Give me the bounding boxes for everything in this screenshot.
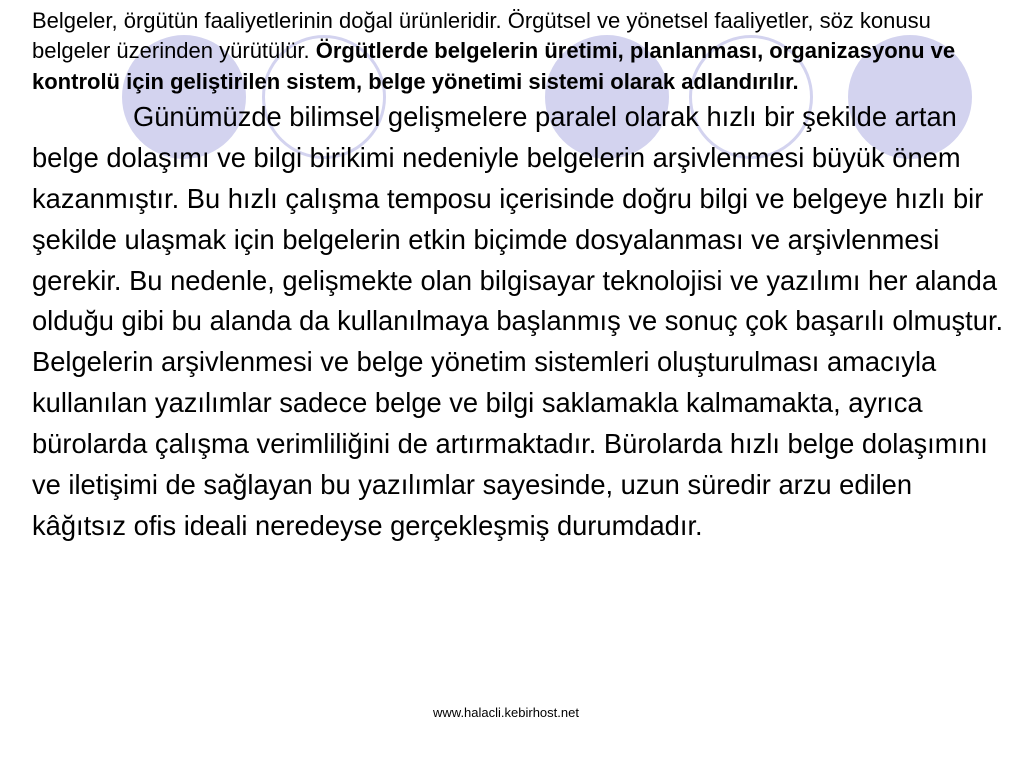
intro-bold-text: Örgütlerde belgelerin üretimi, planlanması, organizasyonu ve kontrolü için geliştirilen sistem, belge yönetimi sistemi olarak adlandırılır.: [32, 38, 956, 94]
footer-url: www.halacli.kebirhost.net: [433, 705, 579, 720]
body-paragraph: Günümüzde bilimsel gelişmelere paralel olarak hızlı bir şekilde artan belge dolaşımı ve bilgi birikimi nedeniyle belgelerin arşivlenmesi büyük önem kazanmıştır. Bu hızlı çalışma temposu içerisinde doğru bilgi ve belgeye hızlı bir şekilde ulaşmak için belgelerin etkin biçimde dosyalanması ve arşivlenmesi gerekir. Bu nedenle, gelişmekte olan bilgisayar teknolojisi ve yazılımı her alanda olduğu gibi bu alanda da kullanılmaya başlanmış ve sonuç çok başarılı olmuştur. Belgelerin arşivlenmesi ve belge yönetim sistemleri oluşturulması amacıyla kullanılan yazılımlar sadece belge ve bilgi saklamakla kalmamakta, ayrıca bürolarda çalışma verimliliğini de artırmaktadır. Bürolarda hızlı belge dolaşımını ve iletişimi de sağlayan bu yazılımlar sayesinde, uzun süredir arzu edilen kâğıtsız ofis ideali neredeyse gerçekleşmiş durumdadır.: [32, 100, 1004, 541]
intro-text: Belgeler, örgütün faaliyetlerinin doğal ürünleridir. Örgütsel ve yönetsel faaliyetler, söz konusu belgeler üzerinden yürütülür.: [32, 8, 931, 64]
slide-content: [32, 6, 1012, 547]
intro-paragraph: [32, 6, 1012, 97]
